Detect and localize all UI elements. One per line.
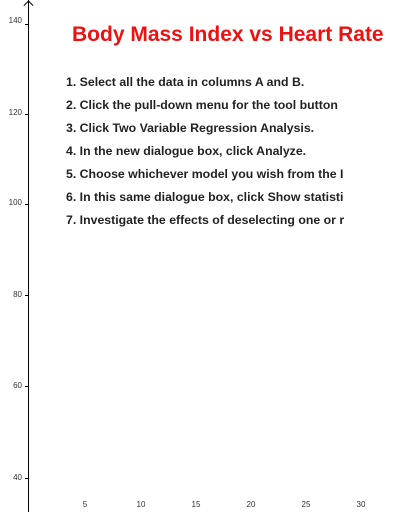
- instructions-list: [66, 71, 344, 232]
- x-tick-label: 10: [136, 500, 146, 509]
- y-tick: [25, 114, 29, 115]
- y-tick: [25, 386, 29, 387]
- instruction-item: 6. In this same dialogue box, click Show statisti: [66, 190, 344, 204]
- x-tick-label: 30: [356, 500, 366, 509]
- y-tick-label: 100: [8, 198, 22, 207]
- instruction-item: 2. Click the pull-down menu for the tool button: [66, 98, 338, 112]
- y-tick: [25, 478, 29, 479]
- y-tick: [25, 295, 29, 296]
- y-tick-label: 40: [13, 473, 22, 482]
- x-tick-label: 5: [82, 500, 88, 509]
- y-tick-label: 140: [8, 16, 22, 25]
- instruction-item: 4. In the new dialogue box, click Analyze.: [66, 144, 307, 158]
- x-tick-label: 20: [246, 500, 256, 509]
- x-tick-label: 15: [191, 500, 201, 509]
- y-tick-label: 80: [13, 290, 22, 299]
- y-tick: [25, 204, 29, 205]
- y-axis-arrow-icon: [28, 0, 29, 1]
- x-tick-label: 25: [301, 500, 311, 509]
- instruction-item: 1. Select all the data in columns A and B.: [66, 75, 305, 89]
- instruction-item: 7. Investigate the effects of deselecting one or r: [66, 213, 345, 227]
- instruction-item: 5. Choose whichever model you wish from the I: [66, 167, 344, 181]
- instruction-item: 3. Click Two Variable Regression Analysis.: [66, 121, 315, 135]
- page-title: Body Mass Index vs Heart Rate: [72, 23, 384, 46]
- y-axis: [28, 0, 29, 512]
- y-tick-label: 60: [13, 381, 22, 390]
- y-tick: [25, 24, 29, 25]
- y-tick-label: 120: [8, 108, 22, 117]
